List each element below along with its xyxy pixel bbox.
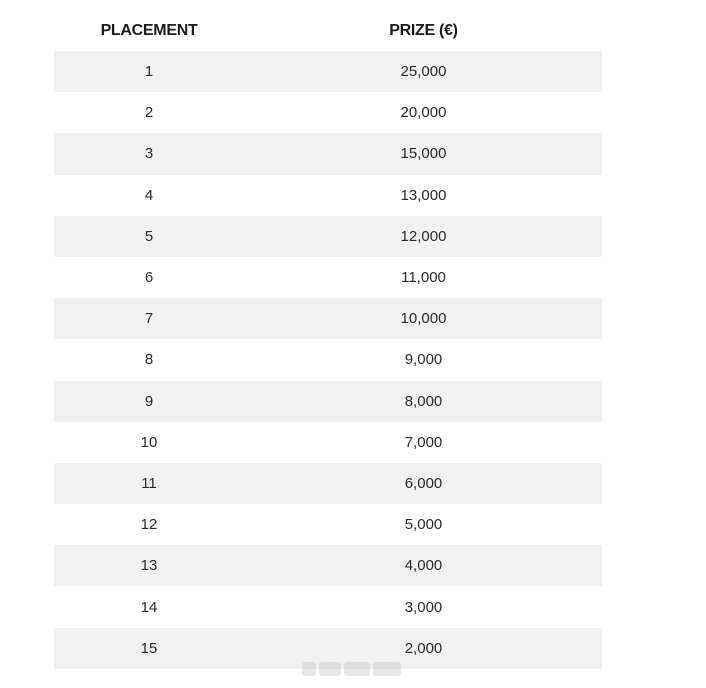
table-row — [54, 422, 602, 463]
table-row — [54, 339, 602, 380]
prize-cell: 11,000 — [245, 257, 602, 298]
table-header — [54, 10, 602, 51]
table-row — [54, 545, 602, 586]
table-body — [54, 51, 602, 669]
placement-cell: 6 — [54, 257, 245, 298]
prize-cell: 12,000 — [245, 216, 602, 257]
table-row — [54, 51, 602, 92]
watermark-mark — [302, 662, 316, 676]
watermark-mark — [319, 662, 341, 676]
prize-cell: 20,000 — [245, 92, 602, 133]
prize-cell: 5,000 — [245, 504, 602, 545]
prize-cell: 2,000 — [245, 628, 602, 669]
table-row — [54, 175, 602, 216]
prize-cell: 8,000 — [245, 381, 602, 422]
table-row — [54, 257, 602, 298]
placement-cell: 7 — [54, 298, 245, 339]
placement-cell: 3 — [54, 133, 245, 174]
placement-cell: 13 — [54, 545, 245, 586]
table-row — [54, 298, 602, 339]
watermark-mark — [344, 662, 370, 676]
table-row — [54, 216, 602, 257]
prize-cell: 6,000 — [245, 463, 602, 504]
placement-cell: 8 — [54, 339, 245, 380]
placement-cell: 15 — [54, 628, 245, 669]
placement-cell: 5 — [54, 216, 245, 257]
table-row — [54, 381, 602, 422]
prize-cell: 7,000 — [245, 422, 602, 463]
prize-cell: 3,000 — [245, 586, 602, 627]
table-row — [54, 586, 602, 627]
placement-column-header: PLACEMENT — [100, 21, 198, 39]
placement-cell: 12 — [54, 504, 245, 545]
prize-table — [54, 10, 602, 669]
placement-cell: 2 — [54, 92, 245, 133]
watermark-mark — [373, 662, 401, 676]
placement-cell: 9 — [54, 381, 245, 422]
placement-cell: 14 — [54, 586, 245, 627]
prize-cell: 10,000 — [245, 298, 602, 339]
prize-cell: 15,000 — [245, 133, 602, 174]
prize-column-header: PRIZE (€) — [389, 21, 458, 39]
header-row — [54, 10, 602, 51]
placement-cell: 4 — [54, 175, 245, 216]
placement-cell: 1 — [54, 51, 245, 92]
watermark — [302, 658, 404, 680]
placement-cell: 11 — [54, 463, 245, 504]
table-row — [54, 92, 602, 133]
placement-cell: 10 — [54, 422, 245, 463]
table-row — [54, 133, 602, 174]
table-row — [54, 463, 602, 504]
table-row — [54, 504, 602, 545]
prize-cell: 25,000 — [245, 51, 602, 92]
prize-cell: 9,000 — [245, 339, 602, 380]
prize-cell: 4,000 — [245, 545, 602, 586]
prize-cell: 13,000 — [245, 175, 602, 216]
